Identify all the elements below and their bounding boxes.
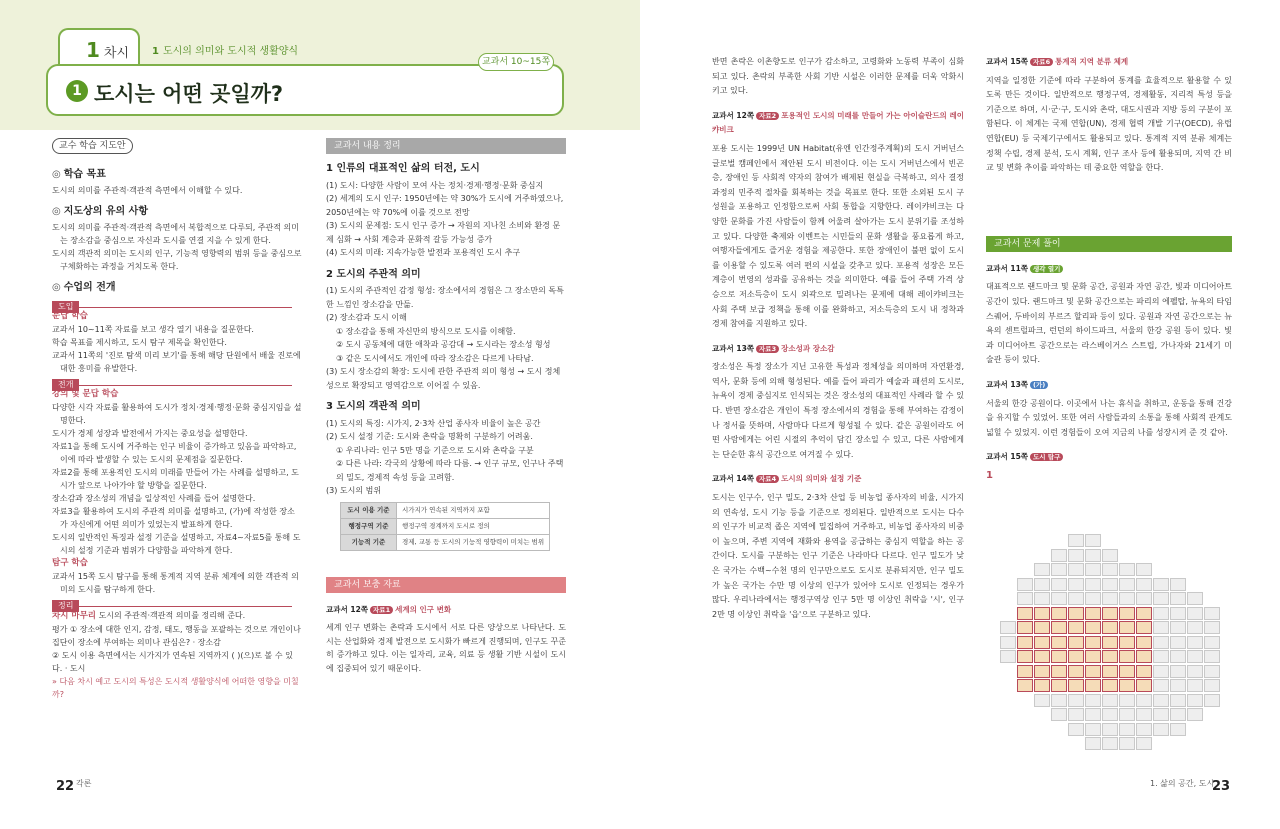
evaluation-text: 평가 ① 장소에 대한 인지, 감정, 태도, 행동을 포괄하는 것으로 개인이나 집단이 장소에 부여하는 의미나 관심은? · 장소감 [52, 625, 301, 647]
grid-cell [1017, 607, 1033, 620]
grid-cell [1136, 708, 1152, 721]
grid-cell [1051, 708, 1067, 721]
grid-cell [1000, 636, 1016, 649]
grid-cell [1187, 650, 1203, 663]
grid-cell [1085, 621, 1101, 634]
grid-cell [1204, 621, 1220, 634]
grid-cell [1136, 679, 1152, 692]
grid-cell [1136, 737, 1152, 750]
grid-cell [1153, 607, 1169, 620]
grid-cell [1187, 665, 1203, 678]
grid-cell [1136, 563, 1152, 576]
grid-cell [1136, 621, 1152, 634]
grid-cell [1085, 679, 1101, 692]
session-box [58, 28, 140, 66]
heading: 3 도시의 객관적 의미 [326, 401, 421, 412]
grid-cell [1102, 650, 1118, 663]
list-item: 자료3을 활용하여 도시의 주관적 의미를 설명하고, (가)에 작성한 장소가 자신에게 어떤 의미가 있었는지 발표하게 한다. [52, 507, 295, 529]
grid-cell [1068, 534, 1084, 547]
grid-cell [1153, 694, 1169, 707]
grid-cell [1136, 578, 1152, 591]
grid-cell [1153, 578, 1169, 591]
grid-cell [1170, 650, 1186, 663]
grid-cell [1187, 607, 1203, 620]
grid-cell [1051, 578, 1067, 591]
grid-cell [1187, 679, 1203, 692]
grid-cell [1085, 549, 1101, 562]
grid-cell [1153, 665, 1169, 678]
grid-cell [1187, 694, 1203, 707]
grid-cell [1051, 665, 1067, 678]
grid-cell [1000, 650, 1016, 663]
grid-cell [1051, 650, 1067, 663]
grid-cell [1153, 650, 1169, 663]
table-row: 행정구역 기준 행정구역 경계까지 도시로 정의 [341, 518, 550, 534]
table-row: 도시 이용 기준 시가지가 연속된 지역까지 포함 [341, 502, 550, 518]
grid-cell [1136, 665, 1152, 678]
stage-tag-develop: 전개 [52, 379, 79, 391]
grid-cell [1119, 578, 1135, 591]
session-label: 차시 [103, 46, 130, 61]
grid-cell [1017, 679, 1033, 692]
grid-cell [1170, 679, 1186, 692]
page-number-left: 22 [56, 779, 75, 794]
grid-cell [1000, 621, 1016, 634]
table-row: 기능적 기준 경제, 교통 등 도시의 기능적 영향력이 미치는 범위 [341, 534, 550, 550]
grid-cell [1153, 621, 1169, 634]
grid-cell [1051, 636, 1067, 649]
grid-cell [1034, 607, 1050, 620]
grid-cell [1085, 737, 1101, 750]
next-preview: » 다음 차시 예고 도시의 특성은 도시적 생활양식에 어떠한 영향을 미칠까? [52, 677, 299, 699]
lesson-plan-column: 교수 학습 지도안 ◎ 학습 목표 도시의 의미를 주관적·객관적 측면에서 이해할 수 있다. ◎ 지도상의 유의 사항 도시의 의미를 주관적·객관적 측면에서 복합적으로 다루되, 주관적 의미는 장소감을 중심으로 자신과 도시를 연결 지을 수 있게 한다. 도시의 객관적 의미는 도시의 인구, 기능적 영향력의 범위 등을 중심으로 구체화하는 과정을 거치도록 한다. ◎ 수업의 전개 도입 문답 학습 교과서 10~11쪽 자료를 보고 생각 열기 내용을 질문한다. 학습 목표를 제시하고, 도시 탐구 제목을 확인한다. 교과서 11쪽의 '진로 탐색 미리 보기'를 통해 해당 단원에서 배울 진로에 대한 흥미를 유발한다. 전개 강의 및 문답 학습 다양한 시각 자료를 활용하여 도시가 정치·경제·행정·문화 중심지임을 설명한다. 도시가 경제 성장과 발전에서 가지는 중요성을 설명한다. 자료1을 통해 도시에 거주하는 인구 비율이 증가하고 있음을 파악하고, 이에 따라 발생할 수 있는 도시의 문제점을 질문한다. 자료2를 통해 포용적인 도시의 미래를 만들어 가는 사례를 설명하고, 도시가 앞으로 나아가야 할 방향을 질문한다. 장소감과 장소성의 개념을 일상적인 사례를 들어 설명한다. 자료3을 활용하여 도시의 주관적 의미를 설명하고, (가)에 작성한 장소가 자신에게 어떤 의미가 있었는지 발표하게 한다. 도시의 일반적인 특징과 설정 기준을 설명하고, 자료4~자료5를 통해 도시의 설정 기준과 범위가 다양함을 파악하게 한다. 탐구 학습 교과서 15쪽 도시 탐구를 통해 통계적 지역 분류 체계에 의한 객관적 의미의 도시를 탐구하게 한다. 정리 차시 마무리 도시의 주관적·객관적 의미를 정리해 준다. 평가 ① 장소에 대한 인지, 감정, 태도, 행동을 포괄하는 것으로 개인이나 집단이 장소에 부여하는 의미나 관심은? · 장소감 ② 도시 이용 측면에서는 시가지가 연속된 지역까지 ( )(으)로 볼 수 있다. · 도시 » 다음 차시 예고 도시의 특성은 도시적 생활양식에 어떠한 영향을 미칠까? [52, 138, 302, 701]
heading: 1 인류의 대표적인 삶의 터전, 도시 [326, 163, 480, 174]
grid-cell [1170, 607, 1186, 620]
grid-cell [1102, 636, 1118, 649]
grid-cell [1017, 636, 1033, 649]
grid-cell [1102, 665, 1118, 678]
page-number-right: 23 [1212, 779, 1231, 794]
solutions-bar: 교과서 문제 풀이 [986, 236, 1232, 252]
grid-cell [1119, 737, 1135, 750]
list-item: 교과서 10~11쪽 자료를 보고 생각 열기 내용을 질문한다. [52, 325, 254, 334]
answers-column: 교과서 15쪽 자료6 통계적 지역 분류 체계 지역을 일정한 기준에 따라 구분하여 통계를 효율적으로 활용할 수 있도록 만든 것이다. 일반적으로 행정구역, 경제활동, 지리적 특성 등을 기준으로 하며, 시·군·구, 도시와 촌락, 대도시권과 지방 등의 구분이 포함된다. 이 체계는 국제 연합(UN), 경제 협력 개발 기구(OECD), 유럽 연합(EU) 등 국제기구에서도 활용되고 있다. 통계적 지역 분류 체계는 정책 수립, 경제 분석, 도시 계획, 인구 조사 등에 활용되며, 지역 간 비교 및 변화 추이를 파악하는 데 중요한 역할을 한다. 교과서 문제 풀이 교과서 11쪽 생각 열기 대표적으로 랜드마크 및 문화 공간, 공원과 자연 공간, 빛과 미디어아트 공간이 있다. 랜드마크 및 문화 공간으로는 파리의 에펠탑, 뉴욕의 타임스퀘어, 두바이의 부르즈 할리파 등이 있다. 공원과 자연 공간으로는 뉴욕의 센트럴파크, 런던의 하이드파크, 서울의 한강 공원 등이 있다. 빛과 미디어아트 공간으로는 라스베이거스 스트립, 가나자와 21세기 미술관 등이 있다. 교과서 13쪽 (가) 서울의 한강 공원이다. 이곳에서 나는 휴식을 취하고, 운동을 통해 건강을 유지할 수 있었어. 또한 여러 사람들과의 소통을 통해 사회적 관계도 넓힐 수 있었지. 이런 경험들이 오여 지금의 나를 성장시켜 준 것 같아. 교과서 15쪽 도시 탐구 1 [986, 55, 1232, 483]
grid-cell [1068, 679, 1084, 692]
grid-cell [1119, 592, 1135, 605]
paragraph: 지역을 일정한 기준에 따라 구분하여 통계를 효율적으로 활용할 수 있도록 만든 것이다. 일반적으로 행정구역, 경제활동, 지리적 특성 등을 기준으로 하며, 시·군·구, 도시와 촌락, 대도시권과 지방 등의 구분이 포함된다. 이 체계는 국제 연합(UN), 경제 협력 개발 기구(OECD), 유럽 연합(EU) 등 국제기구에서도 활용되고 있다. 통계적 지역 분류 체계는 정책 수립, 경제 분석, 도시 계획, 인구 조사 등에 활용되며, 지역 간 비교 및 변화 추이를 파악하는 데 중요한 역할을 한다. [986, 75, 1232, 173]
session-number: 1 [86, 38, 100, 62]
grid-cell [1085, 665, 1101, 678]
grid-cell [1119, 563, 1135, 576]
grid-cell [1187, 592, 1203, 605]
grid-cell [1170, 723, 1186, 736]
grid-cell [1068, 563, 1084, 576]
grid-cell [1119, 665, 1135, 678]
list-item: 교과서 15쪽 도시 탐구를 통해 통계적 지역 분류 체계에 의한 객관적 의미의 도시를 탐구하게 한다. [52, 572, 299, 594]
grid-cell [1068, 694, 1084, 707]
grid-cell [1034, 636, 1050, 649]
footer-label-right: 1. 삶의 공간, 도시 [1150, 779, 1215, 788]
grid-cell [1153, 636, 1169, 649]
grid-cell [1119, 708, 1135, 721]
grid-cell [1034, 694, 1050, 707]
grid-cell [1170, 578, 1186, 591]
grid-cell [1187, 636, 1203, 649]
grid-cell [1204, 607, 1220, 620]
grid-cell [1034, 679, 1050, 692]
grid-cell [1136, 607, 1152, 620]
list-item: 장소감과 장소성의 개념을 일상적인 사례를 들어 설명한다. [52, 494, 256, 503]
summary-bar: 교과서 내용 정리 [326, 138, 566, 154]
goal-text: 도시의 의미를 주관적·객관적 측면에서 이해할 수 있다. [52, 186, 243, 195]
footer-label-left: 각론 [76, 779, 92, 788]
grid-cell [1085, 694, 1101, 707]
page-title: 도시는 어떤 곳일까? [94, 82, 284, 106]
grid-cell [1204, 665, 1220, 678]
grid-cell [1051, 607, 1067, 620]
grid-cell [1051, 621, 1067, 634]
grid-cell [1017, 592, 1033, 605]
paragraph: 포용 도시는 1999년 UN Habitat(유엔 인간정주계획)의 도시 거버넌스 글로벌 캠페인에서 제안된 도시 비전이다. 이는 도시 거버넌스에서 빈곤층, 장애인 등 사회적 약자의 참여가 배제된 현실을 극복하고, 의사 결정 과정의 민주적 절차를 회복하는 것을 목표로 한다. 또한 소외된 도시 구성원을 포용하고 인정함으로써 사회 통합을 지향한다. 레이캬비크는 다양한 문화를 가진 사람들이 함께 어울려 살아가는 도시 분위기를 조성하고 있다. 다양한 축제와 이벤트는 시민들의 문화 생활을 풍요롭게 하고, 여행자들에게도 즐거운 경험을 제공한다. 또한 장애인이 불편 없이 도시를 이용할 수 있도록 여러 편의 시설을 갖추고 있다. 포용적 성장은 모든 계층이 번영의 성과를 공유하는 것을 의미한다. 예를 들어 주택 가격 상승으로 저소득층이 도시 외곽으로 밀려나는 문제에 대해 레이캬비크는 사회 주택 보급 정책을 통해 이를 완화하고, 저소득층의 도시 내 정착과 경제 참여를 지원하고 있다. [712, 143, 964, 329]
lesson-number: 1 [66, 80, 88, 102]
grid-cell [1204, 636, 1220, 649]
grid-cell [1085, 723, 1101, 736]
summary-column: 교과서 내용 정리 1 인류의 대표적인 삶의 터전, 도시 (1) 도시: 다양한 사람이 모여 사는 정치·경제·행정·문화 중심지 (2) 세계의 도시 인구: 1950년에는 약 30%가 도시에 거주하였으나, 2050년에는 약 70%에 이를 것으로 전망 (3) 도시의 문제점: 도시 인구 증가 → 자원의 지나친 소비와 환경 문제 심화 → 사회 계층과 문화적 갈등 가능성 증가 (4) 도시의 미래: 지속가능한 발전과 포용적인 도시 추구 2 도시의 주관적 의미 (1) 도시의 주관적인 감정 형성: 장소에서의 경험은 그 장소만의 독특한 느낌인 장소감을 만듦. (2) 장소감과 도시 이해 ① 장소감을 통해 자신만의 방식으로 도시를 이해함. ② 도시 공동체에 대한 애착과 공감대 → 도시라는 장소성 형성 ③ 같은 도시에서도 개인에 따라 장소감은 다르게 나타남. (3) 도시 장소감의 확장: 도시에 관한 주관적 의미 형성 → 도시 정체성으로 확장되고 영역감으로 이어질 수 있음. 3 도시의 객관적 의미 (1) 도시의 특징: 시가지, 2·3차 산업 종사자 비율이 높은 공간 (2) 도시 설정 기준: 도시와 촌락을 명확히 구분하기 어려움. ① 우리나라: 인구 5만 명을 기준으로 도시와 촌락을 구분 ② 다른 나라: 각국의 상황에 따라 다름. → 인구 규모, 인구나 주택의 밀도, 경제적 속성 등을 고려함. (3) 도시의 범위 도시 이용 기준 시가지가 연속된 지역까지 포함 행정구역 기준 행정구역 경계까지 도시로 정의 기능적 기준 경제, 교통 등 도시의 기능적 영향력이 미치는 범위 교과서 보충 자료 교과서 12쪽 자료1 세계의 인구 변화 세계 인구 변화는 촌락과 도시에서 서로 다른 양상으로 나타난다. 도시는 산업화와 경제 발전으로 도시화가 빠르게 진행되며, 인구도 꾸준히 증가하고 있다. 이는 일자리, 교육, 의료 등 생활 기반 시설이 도시에 집중되어 있기 때문이다. [326, 138, 566, 675]
paragraph: 도시는 인구수, 인구 밀도, 2·3차 산업 등 비농업 종사자의 비율, 시가지의 연속성, 도시 기능 등을 기준으로 정의된다. 일반적으로 도시는 다수의 인구가 비교적 좁은 지역에 밀집하여 거주하고, 비농업 종사자의 비중이 높으며, 주변 지역에 재화와 용역을 공급하는 중심지 역할을 하는 공간이다. 도시를 구분하는 인구 기준은 나라마다 다르다. 인구 밀도가 낮은 국가는 수백~수천 명의 인구만으로도 도시로 분류되지만, 인구 밀도가 높은 국가는 수만 명 이상의 인구가 있어야 도시로 인정되는 경우가 많다. 우리나라에서는 행정구역상 인구 5만 명 이상인 취락을 '시', 인구 2만 명 이상인 취락을 '읍'으로 구분하고 있다. [712, 493, 964, 619]
grid-cell [1034, 592, 1050, 605]
grid-cell [1068, 708, 1084, 721]
grid-cell [1102, 723, 1118, 736]
grid-cell [1119, 723, 1135, 736]
grid-cell [1170, 592, 1186, 605]
bullet-icon: ◎ [52, 282, 61, 293]
stage-tag-wrapup: 정리 [52, 600, 79, 612]
list-item: 도시가 경제 성장과 발전에서 가지는 중요성을 설명한다. [52, 429, 248, 438]
textbook-tag: 교과서 10~15쪽 [478, 53, 554, 71]
grid-cell [1136, 694, 1152, 707]
grid-cell [1136, 723, 1152, 736]
grid-cell [1187, 708, 1203, 721]
grid-cell [1170, 636, 1186, 649]
grid-cell [1170, 621, 1186, 634]
grid-cell [1136, 592, 1152, 605]
grid-cell [1102, 679, 1118, 692]
section-heading: 1 도시의 의미와 도시적 생활양식 [152, 46, 299, 57]
list-item: 도시의 일반적인 특징과 설정 기준을 설명하고, 자료4~자료5를 통해 도시의 설정 기준과 범위가 다양함을 파악하게 한다. [52, 533, 301, 555]
grid-cell [1085, 636, 1101, 649]
grid-cell [1085, 563, 1101, 576]
grid-cell [1034, 650, 1050, 663]
grid-cell [1119, 694, 1135, 707]
population-grid [1000, 534, 1234, 764]
grid-cell [1102, 694, 1118, 707]
grid-cell [1102, 607, 1118, 620]
grid-cell [1102, 578, 1118, 591]
grid-cell [1187, 621, 1203, 634]
paragraph: 장소성은 특정 장소가 지닌 고유한 특성과 정체성을 의미하며 자연환경, 역사, 문화 등에 의해 형성된다. 예를 들어 파리가 예술과 패션의 도시로, 뉴욕이 경제 중심지로 인식되는 것은 장소성의 대표적인 사례라 할 수 있다. 반면 장소감은 개인이 특정 장소에서의 경험을 통해 부여하는 감정이나 정서를 뜻하며, 사람마다 다르게 형성될 수 있다. 같은 공원이라도 어떤 사람에게는 어린 시절의 추억이 담긴 장소일 수 있고, 다른 사람에게는 단순한 휴식 공간으로 여겨질 수 있다. [712, 362, 964, 459]
grid-cell [1119, 621, 1135, 634]
grid-cell [1085, 607, 1101, 620]
bullet-icon: ◎ [52, 206, 61, 217]
grid-cell [1153, 723, 1169, 736]
grid-cell [1034, 665, 1050, 678]
grid-cell [1136, 650, 1152, 663]
grid-cell [1034, 621, 1050, 634]
list-item: 자료2를 통해 포용적인 도시의 미래를 만들어 가는 사례를 설명하고, 도시가 앞으로 나아가야 할 방향을 질문한다. [52, 468, 299, 490]
grid-cell [1102, 737, 1118, 750]
grid-cell [1119, 636, 1135, 649]
grid-cell [1204, 694, 1220, 707]
grid-cell [1068, 723, 1084, 736]
grid-cell [1034, 563, 1050, 576]
grid-cell [1068, 578, 1084, 591]
stage-tag-intro: 도입 [52, 301, 79, 313]
grid-cell [1153, 679, 1169, 692]
paragraph: 서울의 한강 공원이다. 이곳에서 나는 휴식을 취하고, 운동을 통해 건강을 유지할 수 있었어. 또한 여러 사람들과의 소통을 통해 사회적 관계도 넓힐 수 있었지. 이런 경험들이 오여 지금의 나를 성장시켜 준 것 같아. [986, 398, 1232, 437]
grid-cell [1170, 708, 1186, 721]
grid-cell [1102, 563, 1118, 576]
bullet-icon: ◎ [52, 169, 61, 180]
supplement-bar: 교과서 보충 자료 [326, 577, 566, 593]
lesson-plan-pill: 교수 학습 지도안 [52, 138, 133, 154]
list-item: 도시의 객관적 의미는 도시의 인구, 기능적 영향력의 범위 등을 중심으로 구체화하는 과정을 거치도록 한다. [52, 249, 302, 271]
grid-cell [1204, 650, 1220, 663]
supplement-column: 반면 촌락은 이촌향도로 인구가 감소하고, 고령화와 노동력 부족이 심화되고 있다. 촌락의 부족한 사회 기반 시설은 이러한 문제를 더욱 악화시키고 있다. 교과서 12쪽 자료2 포용적인 도시의 미래를 만들어 가는 아이슬란드의 레이캬비크 포용 도시는 1999년 UN Habitat(유엔 인간정주계획)의 도시 거버넌스 글로벌 캠페인에서 제안된 도시 비전이다. 이는 도시 거버넌스에서 빈곤층, 장애인 등 사회적 약자의 참여가 배제된 현실을 극복하고, 의사 결정 과정의 민주적 절차를 회복하는 것을 목표로 한다. 또한 소외된 도시 구성원을 포용하고 인정함으로써 사회 통합을 지향한다. 레이캬비크는 다양한 문화를 가진 사람들이 함께 어울려 살아가는 도시 분위기를 조성하고 있다. 다양한 축제와 이벤트는 시민들의 문화 생활을 풍요롭게 하고, 여행자들에게도 즐거운 경험을 제공한다. 또한 장애인이 불편 없이 도시를 이용할 수 있도록 여러 편의 시설을 갖추고 있다. 포용적 성장은 모든 계층이 번영의 성과를 공유하는 것을 의미한다. 예를 들어 주택 가격 상승으로 저소득층이 도시 외곽으로 밀려나는 문제에 대해 레이캬비크는 사회 주택 보급 정책을 통해 이를 완화하고, 저소득층의 도시 내 정착과 경제 참여를 지원하고 있다. 교과서 13쪽 자료3 장소성과 장소감 장소성은 특정 장소가 지닌 고유한 특성과 정체성을 의미하며 자연환경, 역사, 문화 등에 의해 형성된다. 예를 들어 파리가 예술과 패션의 도시로, 뉴욕이 경제 중심지로 인식되는 것은 장소성의 대표적인 사례라 할 수 있다. 반면 장소감은 개인이 특정 장소에서의 경험을 통해 부여하는 감정이나 정서를 뜻하며, 사람마다 다르게 형성될 수 있다. 같은 공원이라도 어떤 사람에게는 어린 시절의 추억이 담긴 장소일 수 있고, 다른 사람에게는 단순한 휴식 공간으로 여겨질 수 있다. 교과서 14쪽 자료4 도시의 의미와 설정 기준 도시는 인구수, 인구 밀도, 2·3차 산업 등 비농업 종사자의 비율, 시가지의 연속성, 도시 기능 등을 기준으로 정의된다. 일반적으로 도시는 다수의 인구가 비교적 좁은 지역에 밀집하여 거주하고, 비농업 종사자의 비중이 높으며, 주변 지역에 재화와 용역을 공급하는 중심지 역할을 하는 공간이다. 도시를 구분하는 인구 기준은 나라마다 다르다. 인구 밀도가 낮은 국가는 수백~수천 명의 인구만으로도 도시로 분류되지만, 인구 밀도가 높은 국가는 수만 명 이상의 인구가 있어야 도시로 인정되는 경우가 많다. 우리나라에서는 행정구역상 인구 5만 명 이상인 취락을 '시', 인구 2만 명 이상인 취락을 '읍'으로 구분하고 있다. [712, 55, 964, 622]
grid-cell [1136, 636, 1152, 649]
grid-cell [1017, 650, 1033, 663]
grid-cell [1051, 694, 1067, 707]
grid-cell [1017, 621, 1033, 634]
grid-cell [1068, 665, 1084, 678]
grid-cell [1068, 592, 1084, 605]
grid-cell [1119, 679, 1135, 692]
grid-cell [1051, 563, 1067, 576]
grid-cell [1068, 636, 1084, 649]
grid-cell [1170, 694, 1186, 707]
list-item: 도시의 의미를 주관적·객관적 측면에서 복합적으로 다루되, 주관적 의미는 장소감을 중심으로 자신과 도시를 연결 지을 수 있게 한다. [52, 223, 299, 245]
paragraph: 대표적으로 랜드마크 및 문화 공간, 공원과 자연 공간, 빛과 미디어아트 공간이 있다. 랜드마크 및 문화 공간으로는 파리의 에펠탑, 뉴욕의 타임스퀘어, 두바이의 부르즈 할리파 등이 있다. 공원과 자연 공간으로는 뉴욕의 센트럴파크, 런던의 하이드파크, 서울의 한강 공원 등이 있다. 빛과 미디어아트 공간으로는 라스베이거스 스트립, 가나자와 21세기 미술관 등이 있다. [986, 282, 1232, 365]
grid-cell [1068, 607, 1084, 620]
grid-cell [1085, 534, 1101, 547]
grid-cell [1034, 578, 1050, 591]
grid-cell [1068, 621, 1084, 634]
grid-cell [1085, 592, 1101, 605]
grid-cell [1068, 549, 1084, 562]
grid-cell [1119, 650, 1135, 663]
grid-cell [1153, 708, 1169, 721]
grid-cell [1102, 708, 1118, 721]
grid-cell [1102, 549, 1118, 562]
grid-cell [1085, 578, 1101, 591]
grid-cell [1153, 592, 1169, 605]
grid-cell [1068, 650, 1084, 663]
list-item: 자료1을 통해 도시에 거주하는 인구 비율이 증가하고 있음을 파악하고, 이에 따라 발생할 수 있는 도시의 문제점을 질문한다. [52, 442, 297, 464]
grid-cell [1204, 679, 1220, 692]
grid-cell [1085, 650, 1101, 663]
paragraph: 세계 인구 변화는 촌락과 도시에서 서로 다른 양상으로 나타난다. 도시는 산업화와 경제 발전으로 도시화가 빠르게 진행되며, 인구도 꾸준히 증가하고 있다. 이는 일자리, 교육, 의료 등 생활 기반 시설이 도시에 집중되어 있기 때문이다. [326, 623, 566, 673]
grid-cell [1102, 592, 1118, 605]
paragraph: 반면 촌락은 이촌향도로 인구가 감소하고, 고령화와 노동력 부족이 심화되고 있다. 촌락의 부족한 사회 기반 시설은 이러한 문제를 더욱 악화시키고 있다. [712, 57, 964, 96]
grid-cell [1170, 665, 1186, 678]
grid-cell [1119, 607, 1135, 620]
city-range-table [340, 502, 550, 551]
grid-cell [1051, 592, 1067, 605]
grid-cell [1017, 665, 1033, 678]
evaluation-text: ② 도시 이용 측면에서는 시가지가 연속된 지역까지 ( )(으)로 볼 수 있다. · 도시 [52, 651, 293, 673]
grid-cell [1085, 708, 1101, 721]
grid-cell [1017, 578, 1033, 591]
list-item: 학습 목표를 제시하고, 도시 탐구 제목을 확인한다. [52, 338, 227, 347]
question-number: 1 [986, 469, 993, 481]
grid-cell [1102, 621, 1118, 634]
list-item: 다양한 시각 자료를 활용하여 도시가 정치·경제·행정·문화 중심지임을 설명한다. [52, 403, 302, 425]
grid-cell [1051, 549, 1067, 562]
list-item: 교과서 11쪽의 '진로 탐색 미리 보기'를 통해 해당 단원에서 배울 진로에 대한 흥미를 유발한다. [52, 351, 301, 373]
grid-cell [1051, 679, 1067, 692]
heading: 2 도시의 주관적 의미 [326, 268, 421, 280]
